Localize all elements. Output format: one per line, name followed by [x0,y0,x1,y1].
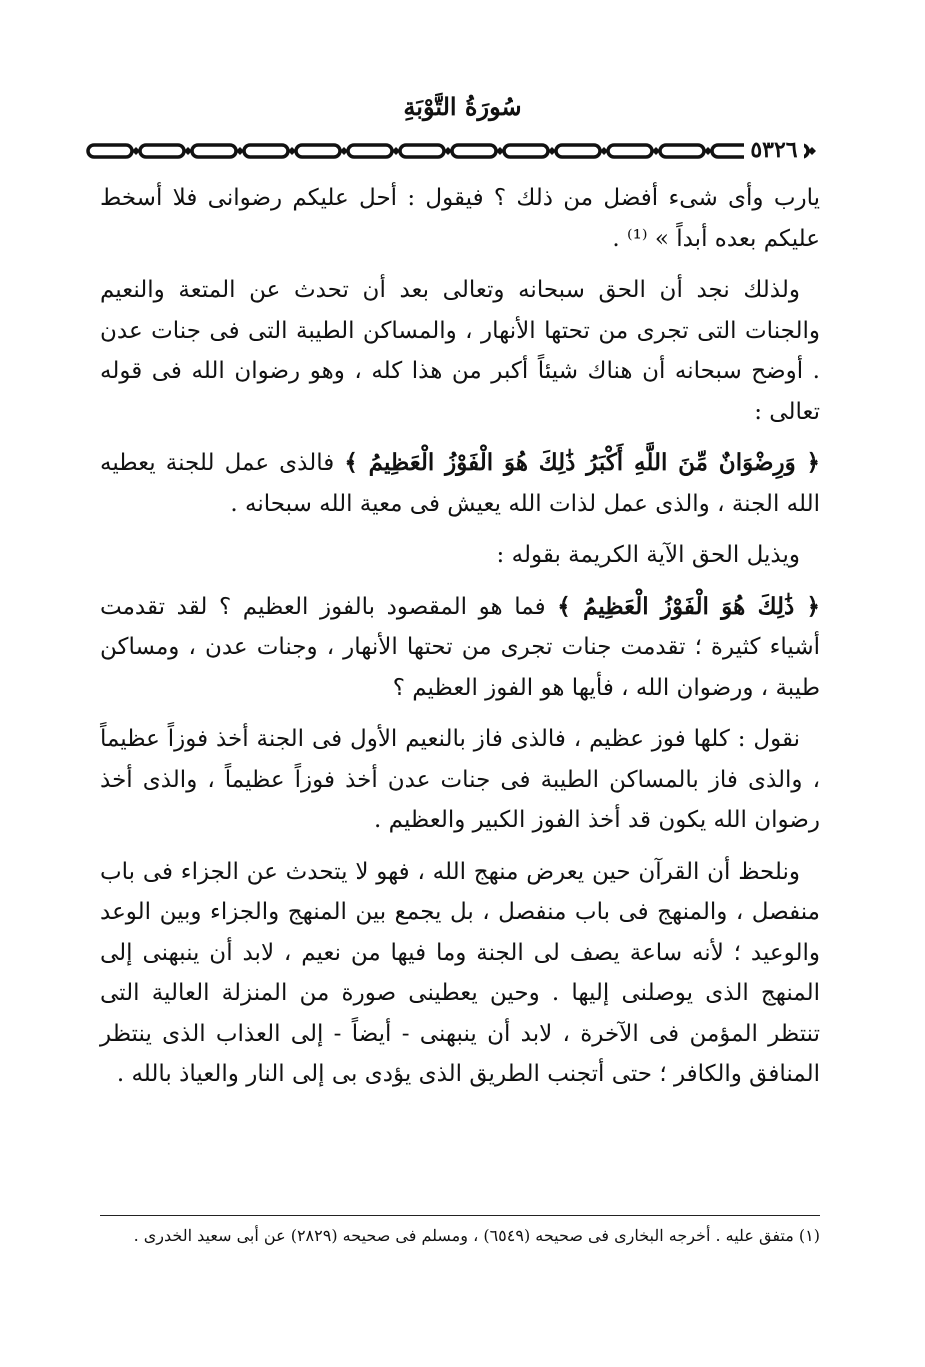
paragraph-3-text: فالذى عمل للجنة يعطيه الله الجنة ، والذى عمل لذات الله يعيش فى معية الله سبحانه . [100,450,820,517]
footnote-divider [100,1215,820,1216]
paragraph-7 [100,852,820,1095]
footnote: (١) متفق عليه . أخرجه البخارى فى صحيحه (٦٥٤٩) ، ومسلم فى صحيحه (٢٨٢٩) عن أبى سعيد الخدرى . [133,1226,820,1245]
paragraph-3 [100,443,820,524]
paragraph-4-text: ويذيل الحق الآية الكريمة بقوله : [496,542,800,568]
surah-title: سُورَةُ التَّوْبَةِ [403,92,522,121]
page-number: ٥٣٢٦ [744,136,804,164]
quran-verse: ﴿ وَرِضْوَانٌ مِّنَ اللَّهِ أَكْبَرُ ذَٰلِكَ هُوَ الْفَوْزُ الْعَظِيمُ ﴾ [344,449,821,476]
paragraph-6-text: نقول : كلها فوز عظيم ، فالذى فاز بالنعيم الأول فى الجنة أخذ فوزاً عظيماً ، والذى فاز بالمساكن الطيبة فى جنات عدن أخذ فوزاً عظيماً ، والذى أخذ رضوان الله يكون قد أخذ الفوز الكبير والعظيم . [100,726,820,833]
paragraph-2 [100,270,820,432]
paragraph-7-text: ونلحظ أن القرآن حين يعرض منهج الله ، فهو لا يتحدث عن الجزاء فى باب منفصل ، والمنهج فى باب منفصل ، بل يجمع بين المنهج والجزاء وبين الوعد والوعيد ؛ لأنه ساعة يصف لى الجنة وما فيها من نعيم ، لابد أن ينبهنى إلى المنهج الذى يوصلنى إليها . وحين يعطينى صورة من المنزلة العالية التى تنتظر المؤمن فى الآخرة ، لابد أن ينبهنى - أيضاً - إلى العذاب الذى ينتظر المنافق والكافر ؛ حتى أتجنب الطريق الذى يؤدى بى إلى النار والعياذ بالله . [100,858,820,1087]
main-text [100,178,820,1106]
paragraph-5-text: فما هو المقصود بالفوز العظيم ؟ لقد تقدمت أشياء كثيرة ؛ تقدمت جنات تجرى من تحتها الأنهار ، وجنات عدن ، ومساكن طيبة ، ورضوان الله ، فأيها هو الفوز العظيم ؟ [100,593,820,701]
quran-verse: ﴿ ذَٰلِكَ هُوَ الْفَوْزُ الْعَظِيمُ ﴾ [557,592,820,620]
paragraph-2-text: ولذلك نجد أن الحق سبحانه وتعالى بعد أن تحدث عن المتعة والنعيم والجنات التى تجرى من تحتها الأنهار ، والمساكن الطيبة التى فى جنات عدن . أوضح سبحانه أن هناك شيئاً أكبر من هذا كله ، وهو رضوان الله فى قوله تعالى : [100,277,820,425]
paragraph-4 [100,535,820,576]
paragraph-5 [100,587,820,709]
header-ornamental-rule [84,136,836,166]
paragraph-1: يارب وأى شىء أفضل من ذلك ؟ فيقول : أحل عليكم رضوانى فلا أسخط عليكم بعده أبداً » ⁽¹⁾ . [100,185,820,252]
paragraph-6 [100,719,820,841]
